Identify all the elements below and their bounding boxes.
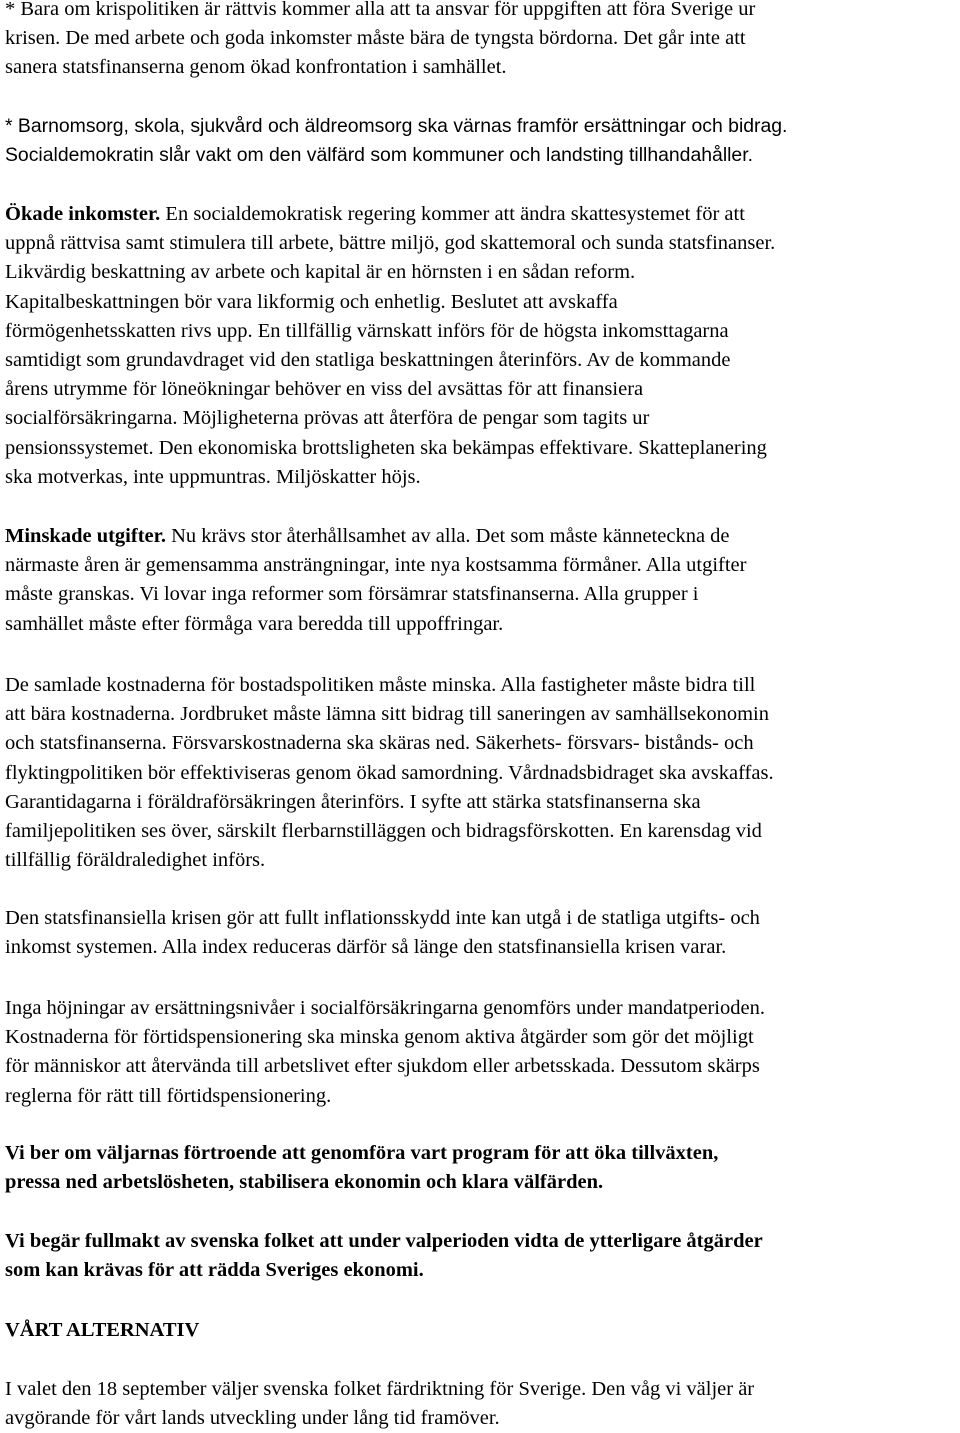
paragraph-increased-income	[5, 200, 957, 492]
text-fragment: En socialdemokratisk regering kommer att ändra skattesystemet för att	[160, 203, 745, 225]
text-line: för människor att återvända till arbetslivet efter sjukdom eller arbetsskada. Dessutom skärps	[5, 1055, 760, 1078]
text-fragment: Nu krävs stor återhållsamhet av alla. Det som måste känneteckna de	[165, 525, 730, 547]
paragraph-welfare-priority	[5, 112, 957, 170]
text-line: närmaste åren är gemensamma ansträngningar, inte nya kostsamma förmåner. Alla utgifter	[5, 554, 747, 577]
paragraph-reduced-expenditure	[5, 522, 957, 639]
text-line: flyktingpolitiken bör effektiviseras genom ökad samordning. Vårdnadsbidraget ska avskaffas.	[5, 761, 774, 784]
text-line: Socialdemokratin slår vakt om den välfärd som kommuner och landsting tillhandahåller.	[5, 144, 753, 167]
paragraph-inflation-protection	[5, 904, 957, 962]
text-line: * Barnomsorg, skola, sjukvård och äldreomsorg ska värnas framför ersättningar och bidrag.	[5, 115, 788, 137]
paragraph-election-direction	[5, 1375, 957, 1433]
text-line	[5, 200, 957, 229]
paragraph-crisis-fairness	[5, 0, 957, 83]
text-line: samhället måste efter förmåga vara beredda till uppoffringar.	[5, 612, 504, 635]
text-line: socialförsäkringarna. Möjligheterna prövas att återföra de pengar som tagits ur	[5, 407, 650, 430]
text-line	[5, 522, 957, 551]
section-heading-reduced-expenditure: Minskade utgifter.	[5, 525, 166, 547]
text-line: förmögenhetsskatten rivs upp. En tillfällig värnskatt införs för de högsta inkomsttagarna	[5, 319, 729, 342]
heading-text: VÅRT ALTERNATIV	[5, 1319, 200, 1341]
text-line: Kostnaderna för förtidspensionering ska minska genom aktiva åtgärder som gör det möjligt	[5, 1026, 754, 1049]
paragraph-cost-cuts	[5, 671, 957, 875]
text-line: tillfällig föräldraledighet införs.	[5, 849, 266, 872]
paragraph-mandate-request	[5, 1227, 957, 1285]
section-heading-our-alternative	[5, 1316, 957, 1345]
text-line: som kan krävas för att rädda Sveriges ekonomi.	[5, 1259, 424, 1282]
text-line: ska motverkas, inte uppmuntras. Miljöskatter höjs.	[5, 465, 421, 488]
text-line: avgörande för vårt lands utveckling under lång tid framöver.	[5, 1407, 500, 1430]
text-line: årens utrymme för löneökningar behöver en viss del avsättas för att finansiera	[5, 378, 644, 401]
section-heading-increased-income: Ökade inkomster.	[5, 203, 161, 225]
text-line: samtidigt som grundavdraget vid den statliga beskattningen återinförs. Av de kommande	[5, 349, 731, 372]
text-line: pensionssystemet. Den ekonomiska brottsligheten ska bekämpas effektivare. Skatteplanering	[5, 436, 767, 459]
text-line: pressa ned arbetslösheten, stabilisera ekonomin och klara välfärden.	[5, 1171, 604, 1194]
text-line: De samlade kostnaderna för bostadspolitiken måste minska. Alla fastigheter måste bidra till	[5, 674, 756, 696]
text-line: I valet den 18 september väljer svenska folket färdriktning för Sverige. Den våg vi väljer är	[5, 1378, 755, 1400]
text-line: inkomst systemen. Alla index reduceras därför så länge den statsfinansiella krisen varar.	[5, 936, 727, 959]
text-line: familjepolitiken ses över, särskilt flerbarnstilläggen och bidragsförskotten. En karensdag vid	[5, 820, 762, 843]
paragraph-social-insurance	[5, 994, 957, 1111]
text-line: Likvärdig beskattning av arbete och kapital är en hörnsten i en sådan reform.	[5, 261, 636, 284]
text-line: Den statsfinansiella krisen gör att fullt inflationsskydd inte kan utgå i de statliga utgifts- och	[5, 907, 760, 929]
text-line: krisen. De med arbete och goda inkomster måste bära de tyngsta bördorna. Det går inte att	[5, 27, 746, 50]
text-line: sanera statsfinanserna genom ökad konfrontation i samhället.	[5, 56, 507, 79]
text-line: reglerna för rätt till förtidspensionering.	[5, 1084, 332, 1107]
text-line: Kapitalbeskattningen bör vara likformig och enhetlig. Beslutet att avskaffa	[5, 290, 618, 313]
paragraph-voter-trust	[5, 1139, 957, 1197]
text-line: Vi ber om väljarnas förtroende att genomföra vart program för att öka tillväxten,	[5, 1142, 719, 1164]
text-line: Vi begär fullmakt av svenska folket att under valperioden vidta de ytterligare åtgärder	[5, 1230, 763, 1252]
text-line: Inga höjningar av ersättningsnivåer i socialförsäkringarna genomförs under mandatperioden.	[5, 997, 765, 1019]
text-line: uppnå rättvisa samt stimulera till arbete, bättre miljö, god skattemoral och sunda statsfinanser.	[5, 232, 776, 255]
text-line: * Bara om krispolitiken är rättvis kommer alla att ta ansvar för uppgiften att föra Sverige ur	[5, 0, 756, 20]
text-line: och statsfinanserna. Försvarskostnaderna ska skäras ned. Säkerhets- försvars- bistånds- och	[5, 732, 754, 755]
text-line: att bära kostnaderna. Jordbruket måste lämna sitt bidrag till saneringen av samhällsekonomin	[5, 703, 769, 726]
text-line: måste granskas. Vi lovar inga reformer som försämrar statsfinanserna. Alla grupper i	[5, 583, 699, 606]
text-line: Garantidagarna i föräldraförsäkringen återinförs. I syfte att stärka statsfinanserna ska	[5, 790, 701, 813]
